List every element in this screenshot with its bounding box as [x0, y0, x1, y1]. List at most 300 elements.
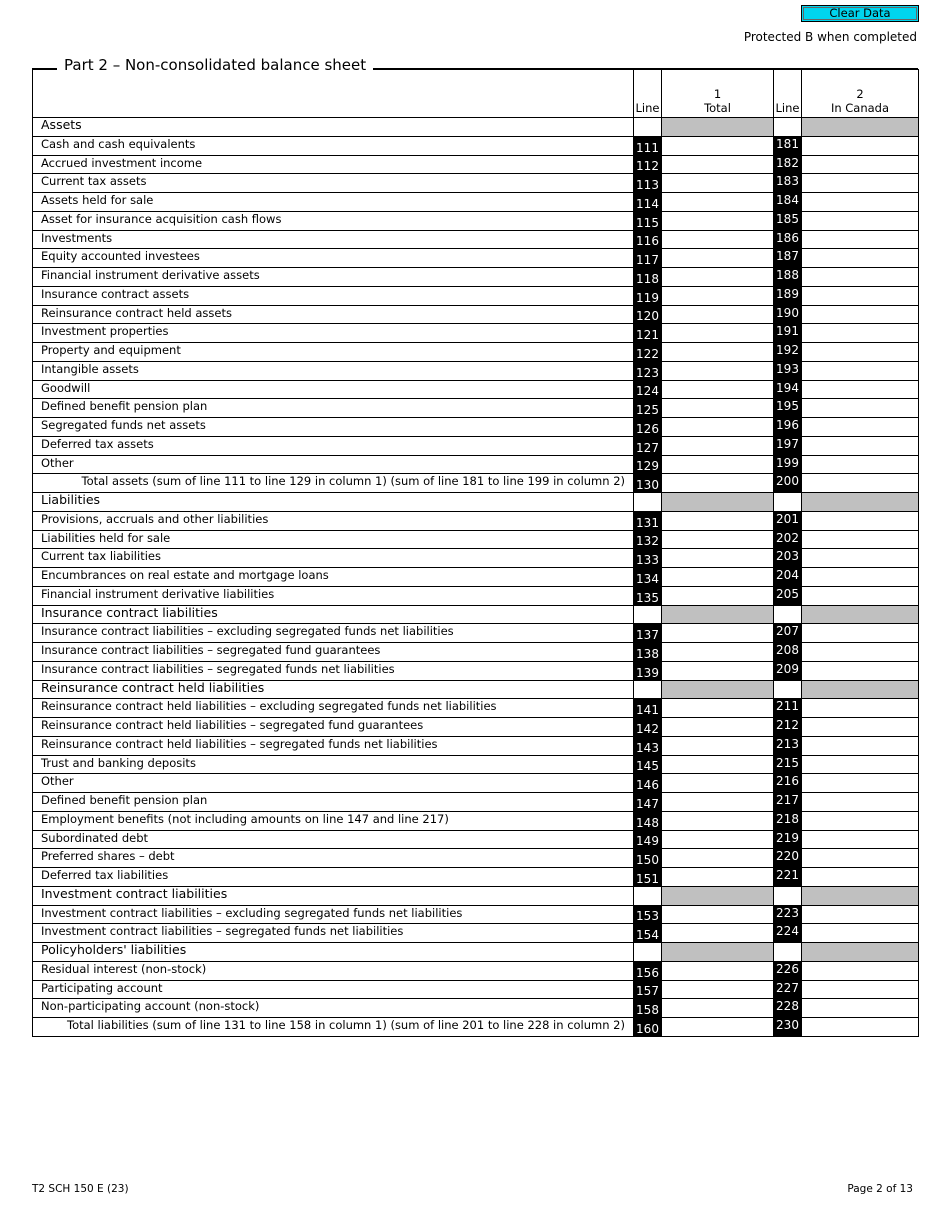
row-label: Other [33, 774, 634, 793]
in-canada-amount-field[interactable] [802, 418, 919, 437]
in-canada-amount-field[interactable] [802, 924, 919, 943]
table-row [33, 380, 919, 399]
blank-line-cell [774, 886, 802, 905]
total-amount-field[interactable] [662, 136, 774, 155]
section-heading-row [33, 605, 919, 624]
total-amount-field[interactable] [662, 643, 774, 662]
line-number-in-canada: 183 [774, 174, 802, 193]
table-row [33, 661, 919, 680]
line-number-total: 129 [634, 455, 662, 474]
line-number-total: 114 [634, 193, 662, 212]
total-amount-field[interactable] [662, 230, 774, 249]
line-number-total: 125 [634, 399, 662, 418]
line-number-in-canada: 186 [774, 230, 802, 249]
row-label: Trust and banking deposits [33, 755, 634, 774]
section-heading-row [33, 886, 919, 905]
row-label: Insurance contract liabilities – segregated fund guarantees [33, 643, 634, 662]
header-column-total [662, 70, 774, 118]
total-amount-field[interactable] [662, 324, 774, 343]
line-number-in-canada: 185 [774, 211, 802, 230]
in-canada-amount-field[interactable] [802, 474, 919, 493]
total-amount-field[interactable] [662, 174, 774, 193]
in-canada-amount-field[interactable] [802, 136, 919, 155]
line-number-total: 113 [634, 174, 662, 193]
column-2-number: 2 [856, 87, 864, 101]
table-row [33, 343, 919, 362]
blank-line-cell [634, 605, 662, 624]
in-canada-amount-field[interactable] [802, 249, 919, 268]
line-number-in-canada: 213 [774, 736, 802, 755]
line-number-in-canada: 190 [774, 305, 802, 324]
total-amount-field[interactable] [662, 811, 774, 830]
total-amount-field[interactable] [662, 530, 774, 549]
in-canada-amount-field[interactable] [802, 980, 919, 999]
table-row [33, 549, 919, 568]
header-description-cell [33, 70, 634, 118]
row-label: Deferred tax assets [33, 436, 634, 455]
line-number-in-canada: 203 [774, 549, 802, 568]
in-canada-amount-field[interactable] [802, 793, 919, 812]
line-number-total: 127 [634, 436, 662, 455]
line-number-in-canada: 212 [774, 718, 802, 737]
line-number-in-canada: 191 [774, 324, 802, 343]
shaded-cell [662, 493, 774, 512]
line-number-total: 139 [634, 661, 662, 680]
line-number-total: 138 [634, 643, 662, 662]
table-row [33, 361, 919, 380]
row-label: Total liabilities (sum of line 131 to line 158 in column 1) (sum of line 201 to line 228 in column 2) [33, 1018, 634, 1037]
line-number-total: 158 [634, 999, 662, 1018]
row-label: Defined benefit pension plan [33, 793, 634, 812]
row-label: Investment contract liabilities – excluding segregated funds net liabilities [33, 905, 634, 924]
line-number-in-canada: 202 [774, 530, 802, 549]
row-label: Investment contract liabilities – segregated funds net liabilities [33, 924, 634, 943]
table-row [33, 980, 919, 999]
in-canada-amount-field[interactable] [802, 643, 919, 662]
row-label: Asset for insurance acquisition cash flows [33, 211, 634, 230]
page-number: Page 2 of 13 [847, 1183, 913, 1195]
line-number-total: 111 [634, 136, 662, 155]
shaded-cell [802, 493, 919, 512]
header-column-in-canada [802, 70, 919, 118]
line-number-total: 150 [634, 849, 662, 868]
table-row [33, 736, 919, 755]
line-number-total: 121 [634, 324, 662, 343]
total-amount-field[interactable] [662, 268, 774, 287]
column-2-label: In Canada [830, 101, 890, 115]
row-label: Cash and cash equivalents [33, 136, 634, 155]
line-number-total: 132 [634, 530, 662, 549]
header-line-label-2: Line [774, 70, 802, 118]
line-number-total: 126 [634, 418, 662, 437]
in-canada-amount-field[interactable] [802, 774, 919, 793]
total-amount-field[interactable] [662, 755, 774, 774]
blank-line-cell [634, 886, 662, 905]
line-number-in-canada: 223 [774, 905, 802, 924]
row-label: Financial instrument derivative assets [33, 268, 634, 287]
line-number-total: 147 [634, 793, 662, 812]
line-number-in-canada: 228 [774, 999, 802, 1018]
in-canada-amount-field[interactable] [802, 999, 919, 1018]
in-canada-amount-field[interactable] [802, 624, 919, 643]
blank-line-cell [634, 118, 662, 137]
shaded-cell [662, 886, 774, 905]
total-amount-field[interactable] [662, 455, 774, 474]
line-number-total: 130 [634, 474, 662, 493]
line-number-in-canada: 221 [774, 868, 802, 887]
row-label: Equity accounted investees [33, 249, 634, 268]
total-amount-field[interactable] [662, 905, 774, 924]
total-amount-field[interactable] [662, 155, 774, 174]
in-canada-amount-field[interactable] [802, 586, 919, 605]
line-number-total: 116 [634, 230, 662, 249]
section-title: Part 2 – Non-consolidated balance sheet [57, 56, 373, 74]
section-heading: Assets [33, 118, 634, 137]
in-canada-amount-field[interactable] [802, 305, 919, 324]
shaded-cell [662, 943, 774, 962]
section-heading-row [33, 118, 919, 137]
line-number-in-canada: 196 [774, 418, 802, 437]
table-row [33, 530, 919, 549]
line-number-in-canada: 199 [774, 455, 802, 474]
line-number-in-canada: 207 [774, 624, 802, 643]
line-number-in-canada: 224 [774, 924, 802, 943]
total-amount-field[interactable] [662, 380, 774, 399]
total-amount-field[interactable] [662, 774, 774, 793]
table-row [33, 174, 919, 193]
in-canada-amount-field[interactable] [802, 736, 919, 755]
row-label: Other [33, 455, 634, 474]
line-number-in-canada: 209 [774, 661, 802, 680]
line-number-in-canada: 181 [774, 136, 802, 155]
row-label: Reinsurance contract held liabilities – segregated funds net liabilities [33, 736, 634, 755]
line-number-total: 156 [634, 961, 662, 980]
line-number-in-canada: 192 [774, 343, 802, 362]
table-row [33, 868, 919, 887]
line-number-in-canada: 187 [774, 249, 802, 268]
shaded-cell [802, 605, 919, 624]
shaded-cell [802, 943, 919, 962]
line-number-in-canada: 217 [774, 793, 802, 812]
shaded-cell [802, 118, 919, 137]
table-row [33, 230, 919, 249]
line-number-total: 160 [634, 1018, 662, 1037]
protected-label: Protected B when completed [743, 30, 917, 44]
line-number-in-canada: 184 [774, 193, 802, 212]
total-amount-field[interactable] [662, 699, 774, 718]
row-label: Insurance contract liabilities – excluding segregated funds net liabilities [33, 624, 634, 643]
table-row [33, 849, 919, 868]
line-number-total: 137 [634, 624, 662, 643]
table-row [33, 924, 919, 943]
table-row [33, 305, 919, 324]
row-label: Reinsurance contract held liabilities – segregated fund guarantees [33, 718, 634, 737]
row-label: Insurance contract assets [33, 286, 634, 305]
shaded-cell [662, 605, 774, 624]
total-amount-field[interactable] [662, 718, 774, 737]
blank-line-cell [774, 680, 802, 699]
column-1-number: 1 [713, 87, 722, 101]
section-heading: Reinsurance contract held liabilities [33, 680, 634, 699]
line-number-in-canada: 201 [774, 511, 802, 530]
line-number-total: 145 [634, 755, 662, 774]
form-identifier: T2 SCH 150 E (23) [32, 1183, 129, 1195]
row-label: Residual interest (non-stock) [33, 961, 634, 980]
total-amount-field[interactable] [662, 793, 774, 812]
shaded-cell [802, 886, 919, 905]
total-amount-field[interactable] [662, 924, 774, 943]
in-canada-amount-field[interactable] [802, 549, 919, 568]
table-row [33, 811, 919, 830]
table-header-row [33, 70, 919, 118]
row-label: Employment benefits (not including amounts on line 147 and line 217) [33, 811, 634, 830]
total-amount-field[interactable] [662, 305, 774, 324]
line-number-total: 131 [634, 511, 662, 530]
table-row [33, 286, 919, 305]
line-number-in-canada: 200 [774, 474, 802, 493]
line-number-total: 135 [634, 586, 662, 605]
in-canada-amount-field[interactable] [802, 811, 919, 830]
row-label: Investment properties [33, 324, 634, 343]
row-label: Subordinated debt [33, 830, 634, 849]
shaded-cell [802, 680, 919, 699]
line-number-total: 143 [634, 736, 662, 755]
line-number-total: 133 [634, 549, 662, 568]
line-number-in-canada: 188 [774, 268, 802, 287]
in-canada-amount-field[interactable] [802, 324, 919, 343]
total-row [33, 474, 919, 493]
line-number-total: 123 [634, 361, 662, 380]
blank-line-cell [634, 493, 662, 512]
table-row [33, 211, 919, 230]
table-row [33, 568, 919, 587]
total-amount-field[interactable] [662, 399, 774, 418]
blank-line-cell [774, 943, 802, 962]
total-amount-field[interactable] [662, 868, 774, 887]
row-label: Investments [33, 230, 634, 249]
row-label: Reinsurance contract held assets [33, 305, 634, 324]
blank-line-cell [774, 605, 802, 624]
table-row [33, 268, 919, 287]
total-row [33, 1018, 919, 1037]
in-canada-amount-field[interactable] [802, 699, 919, 718]
shaded-cell [662, 680, 774, 699]
total-amount-field[interactable] [662, 586, 774, 605]
line-number-in-canada: 226 [774, 961, 802, 980]
line-number-in-canada: 220 [774, 849, 802, 868]
line-number-total: 119 [634, 286, 662, 305]
total-amount-field[interactable] [662, 511, 774, 530]
in-canada-amount-field[interactable] [802, 380, 919, 399]
row-label: Non-participating account (non-stock) [33, 999, 634, 1018]
line-number-in-canada: 205 [774, 586, 802, 605]
table-row [33, 624, 919, 643]
in-canada-amount-field[interactable] [802, 436, 919, 455]
line-number-total: 118 [634, 268, 662, 287]
section-heading-row [33, 493, 919, 512]
blank-line-cell [774, 493, 802, 512]
column-1-label: Total [704, 101, 731, 115]
in-canada-amount-field[interactable] [802, 568, 919, 587]
line-number-total: 141 [634, 699, 662, 718]
table-row [33, 905, 919, 924]
line-number-total: 112 [634, 155, 662, 174]
in-canada-amount-field[interactable] [802, 286, 919, 305]
in-canada-amount-field[interactable] [802, 343, 919, 362]
table-row [33, 586, 919, 605]
section-heading-row [33, 680, 919, 699]
row-label: Current tax assets [33, 174, 634, 193]
in-canada-amount-field[interactable] [802, 1018, 919, 1037]
row-label: Insurance contract liabilities – segregated funds net liabilities [33, 661, 634, 680]
total-amount-field[interactable] [662, 286, 774, 305]
total-amount-field[interactable] [662, 249, 774, 268]
table-row [33, 436, 919, 455]
total-amount-field[interactable] [662, 193, 774, 212]
in-canada-amount-field[interactable] [802, 511, 919, 530]
line-number-total: 149 [634, 830, 662, 849]
line-number-in-canada: 227 [774, 980, 802, 999]
row-label: Provisions, accruals and other liabilities [33, 511, 634, 530]
blank-line-cell [634, 943, 662, 962]
in-canada-amount-field[interactable] [802, 211, 919, 230]
line-number-total: 117 [634, 249, 662, 268]
total-amount-field[interactable] [662, 361, 774, 380]
table-row [33, 699, 919, 718]
in-canada-amount-field[interactable] [802, 399, 919, 418]
line-number-in-canada: 197 [774, 436, 802, 455]
total-amount-field[interactable] [662, 549, 774, 568]
in-canada-amount-field[interactable] [802, 174, 919, 193]
row-label: Deferred tax liabilities [33, 868, 634, 887]
section-heading-row [33, 943, 919, 962]
in-canada-amount-field[interactable] [802, 961, 919, 980]
line-number-total: 146 [634, 774, 662, 793]
in-canada-amount-field[interactable] [802, 718, 919, 737]
line-number-in-canada: 208 [774, 643, 802, 662]
in-canada-amount-field[interactable] [802, 230, 919, 249]
line-number-in-canada: 182 [774, 155, 802, 174]
balance-sheet-table [32, 69, 919, 1037]
line-number-in-canada: 216 [774, 774, 802, 793]
total-amount-field[interactable] [662, 568, 774, 587]
row-label: Intangible assets [33, 361, 634, 380]
table-row [33, 136, 919, 155]
table-row [33, 511, 919, 530]
in-canada-amount-field[interactable] [802, 268, 919, 287]
total-amount-field[interactable] [662, 999, 774, 1018]
row-label: Property and equipment [33, 343, 634, 362]
line-number-total: 142 [634, 718, 662, 737]
in-canada-amount-field[interactable] [802, 905, 919, 924]
section-heading: Investment contract liabilities [33, 886, 634, 905]
line-number-in-canada: 193 [774, 361, 802, 380]
clear-data-button[interactable]: Clear Data [801, 5, 919, 22]
total-amount-field[interactable] [662, 211, 774, 230]
row-label: Participating account [33, 980, 634, 999]
section-heading: Insurance contract liabilities [33, 605, 634, 624]
row-label: Total assets (sum of line 111 to line 129 in column 1) (sum of line 181 to line 199 in column 2) [33, 474, 634, 493]
row-label: Financial instrument derivative liabilities [33, 586, 634, 605]
row-label: Defined benefit pension plan [33, 399, 634, 418]
line-number-total: 151 [634, 868, 662, 887]
table-row [33, 155, 919, 174]
section-heading: Policyholders' liabilities [33, 943, 634, 962]
table-row [33, 399, 919, 418]
blank-line-cell [774, 118, 802, 137]
table-row [33, 755, 919, 774]
table-row [33, 999, 919, 1018]
total-amount-field[interactable] [662, 849, 774, 868]
row-label: Liabilities held for sale [33, 530, 634, 549]
line-number-total: 122 [634, 343, 662, 362]
in-canada-amount-field[interactable] [802, 530, 919, 549]
in-canada-amount-field[interactable] [802, 361, 919, 380]
line-number-total: 120 [634, 305, 662, 324]
shaded-cell [662, 118, 774, 137]
row-label: Preferred shares – debt [33, 849, 634, 868]
row-label: Current tax liabilities [33, 549, 634, 568]
line-number-total: 153 [634, 905, 662, 924]
total-amount-field[interactable] [662, 343, 774, 362]
in-canada-amount-field[interactable] [802, 455, 919, 474]
in-canada-amount-field[interactable] [802, 155, 919, 174]
in-canada-amount-field[interactable] [802, 755, 919, 774]
table-row [33, 830, 919, 849]
table-row [33, 774, 919, 793]
line-number-in-canada: 189 [774, 286, 802, 305]
total-amount-field[interactable] [662, 624, 774, 643]
table-row [33, 324, 919, 343]
total-amount-field[interactable] [662, 961, 774, 980]
in-canada-amount-field[interactable] [802, 661, 919, 680]
line-number-in-canada: 219 [774, 830, 802, 849]
header-line-label-1: Line [634, 70, 662, 118]
total-amount-field[interactable] [662, 436, 774, 455]
table-row [33, 455, 919, 474]
table-row [33, 643, 919, 662]
line-number-in-canada: 195 [774, 399, 802, 418]
in-canada-amount-field[interactable] [802, 849, 919, 868]
total-amount-field[interactable] [662, 474, 774, 493]
line-number-total: 157 [634, 980, 662, 999]
line-number-total: 148 [634, 811, 662, 830]
total-amount-field[interactable] [662, 661, 774, 680]
total-amount-field[interactable] [662, 980, 774, 999]
row-label: Segregated funds net assets [33, 418, 634, 437]
in-canada-amount-field[interactable] [802, 830, 919, 849]
row-label: Goodwill [33, 380, 634, 399]
blank-line-cell [634, 680, 662, 699]
table-row [33, 418, 919, 437]
line-number-in-canada: 194 [774, 380, 802, 399]
table-row [33, 793, 919, 812]
row-label: Assets held for sale [33, 193, 634, 212]
line-number-total: 115 [634, 211, 662, 230]
total-amount-field[interactable] [662, 1018, 774, 1037]
total-amount-field[interactable] [662, 736, 774, 755]
table-row [33, 193, 919, 212]
total-amount-field[interactable] [662, 418, 774, 437]
line-number-in-canada: 218 [774, 811, 802, 830]
in-canada-amount-field[interactable] [802, 868, 919, 887]
in-canada-amount-field[interactable] [802, 193, 919, 212]
line-number-total: 134 [634, 568, 662, 587]
total-amount-field[interactable] [662, 830, 774, 849]
section-heading: Liabilities [33, 493, 634, 512]
line-number-total: 154 [634, 924, 662, 943]
row-label: Encumbrances on real estate and mortgage loans [33, 568, 634, 587]
